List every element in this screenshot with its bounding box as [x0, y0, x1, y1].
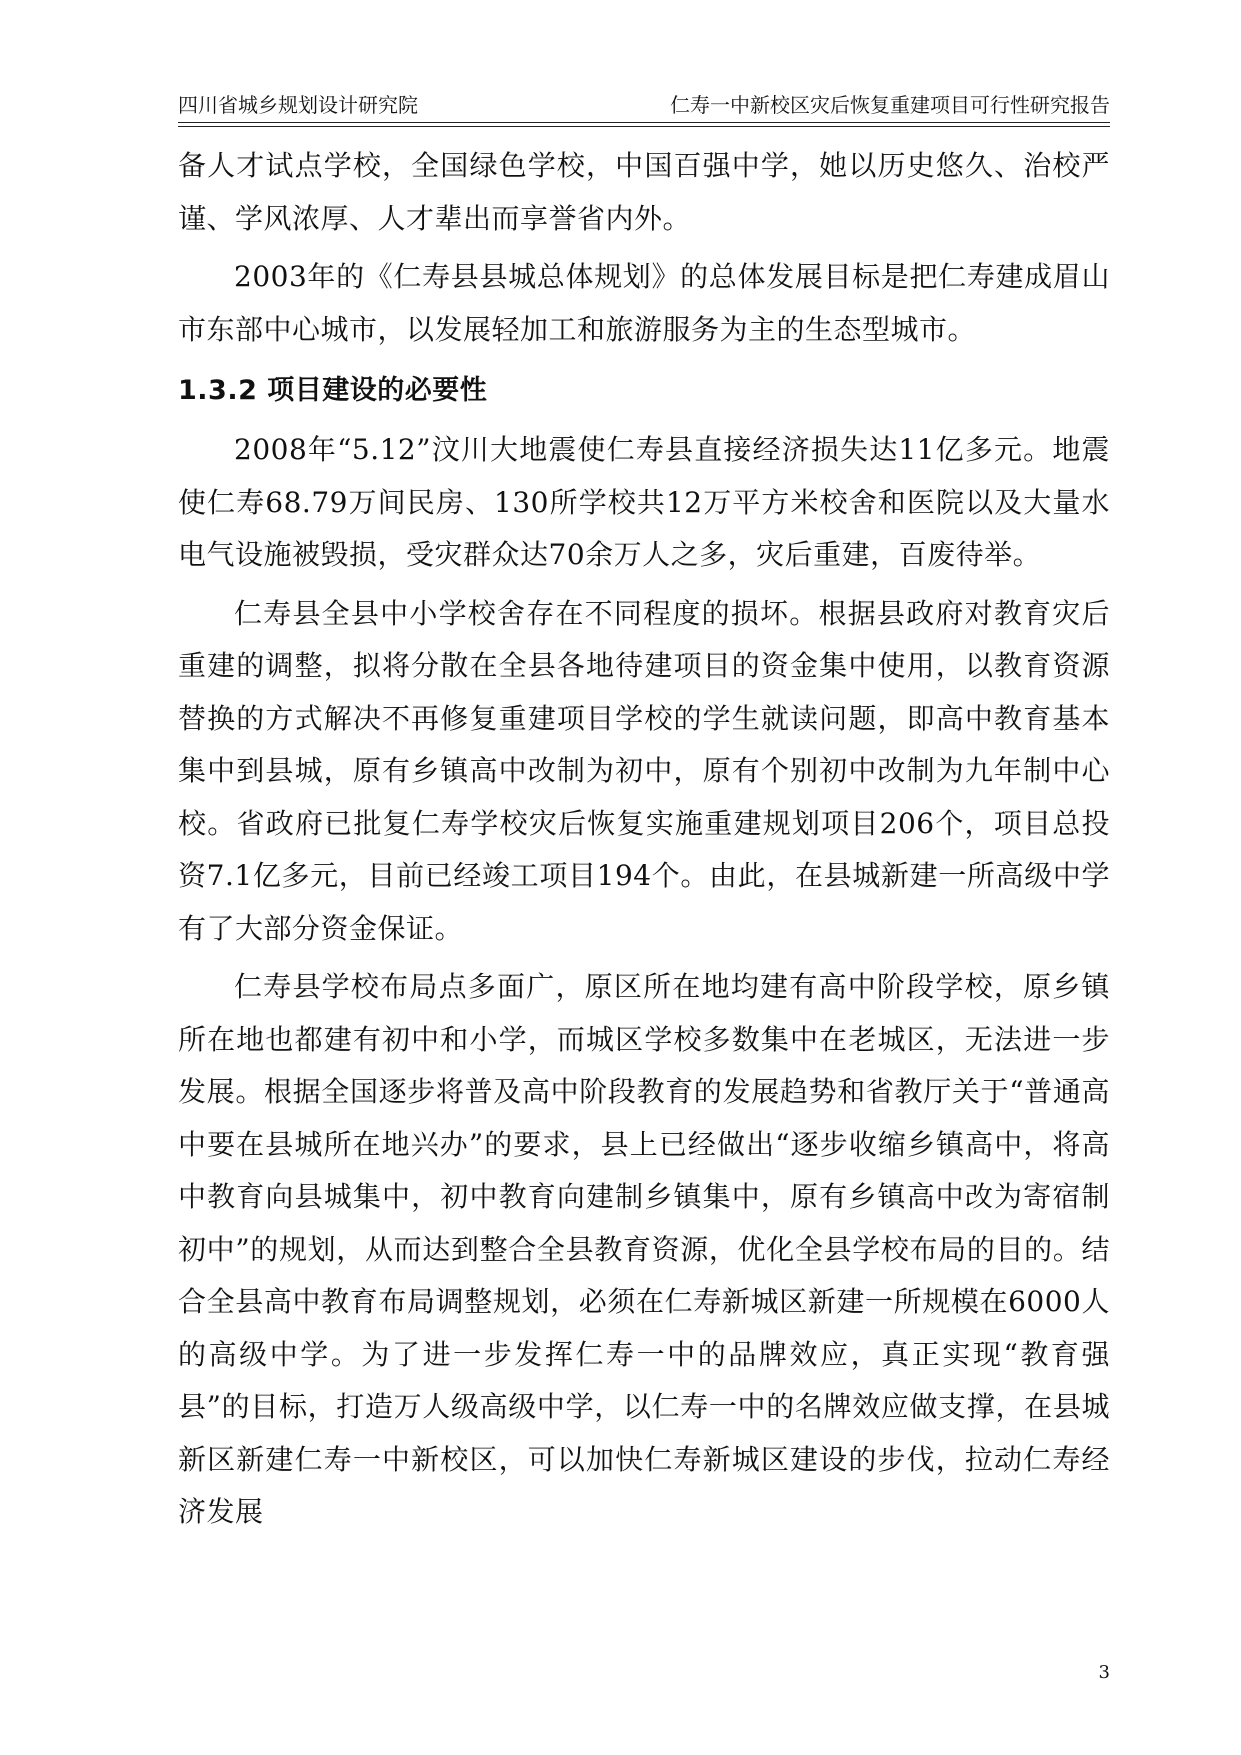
- page-number: 3: [1098, 1662, 1110, 1683]
- paragraph-4: 仁寿县全县中小学校舍存在不同程度的损坏。根据县政府对教育灾后重建的调整，拟将分散在全县各地待建项目的资金集中使用，以教育资源替换的方式解决不再修复重建项目学校的学生就读问题，即高中教育基本集中到县城，原有乡镇高中改制为初中，原有个别初中改制为九年制中心校。省政府已批复仁寿学校灾后恢复实施重建规划项目206个，项目总投资7.1亿多元，目前已经竣工项目194个。由此，在县城新建一所高级中学有了大部分资金保证。: [178, 596, 1110, 945]
- header-report-title: 仁寿一中新校区灾后恢复重建项目可行性研究报告: [670, 93, 1110, 117]
- paragraph-5: 仁寿县学校布局点多面广，原区所在地均建有高中阶段学校，原乡镇所在地也都建有初中和小学，而城区学校多数集中在老城区，无法进一步发展。根据全国逐步将普及高中阶段教育的发展趋势和省教厅关于“普通高中要在县城所在地兴办”的要求，县上已经做出“逐步收缩乡镇高中，将高中教育向县城集中，初中教育向建制乡镇集中，原有乡镇高中改为寄宿制初中”的规划，从而达到整合全县教育资源，优化全县学校布局的目的。结合全县高中教育布局调整规划，必须在仁寿新城区新建一所规模在6000人的高级中学。为了进一步发挥仁寿一中的品牌效应，真正实现“教育强县”的目标，打造万人级高级中学，以仁寿一中的名牌效应做支撑，在县城新区新建仁寿一中新校区，可以加快仁寿新城区建设的步伐，拉动仁寿经济发展: [178, 970, 1110, 1528]
- section-heading: 1.3.2 项目建设的必要性: [178, 375, 488, 406]
- page-header: [178, 92, 1110, 123]
- document-body: [178, 140, 1110, 1545]
- paragraph-3: 2008年“5.12”汶川大地震使仁寿县直接经济损失达11亿多元。地震使仁寿68.79万间民房、130所学校共12万平方米校舍和医院以及大量水电气设施被毁损，受灾群众达70余万人之多，灾后重建，百废待举。: [178, 433, 1110, 571]
- paragraph-1: 备人才试点学校，全国绿色学校，中国百强中学，她以历史悠久、治校严谨、学风浓厚、人才辈出而享誉省内外。: [178, 149, 1110, 235]
- header-organization: 四川省城乡规划设计研究院: [178, 93, 418, 117]
- paragraph-2: 2003年的《仁寿县县城总体规划》的总体发展目标是把仁寿建成眉山市东部中心城市，以发展轻加工和旅游服务为主的生态型城市。: [178, 260, 1110, 346]
